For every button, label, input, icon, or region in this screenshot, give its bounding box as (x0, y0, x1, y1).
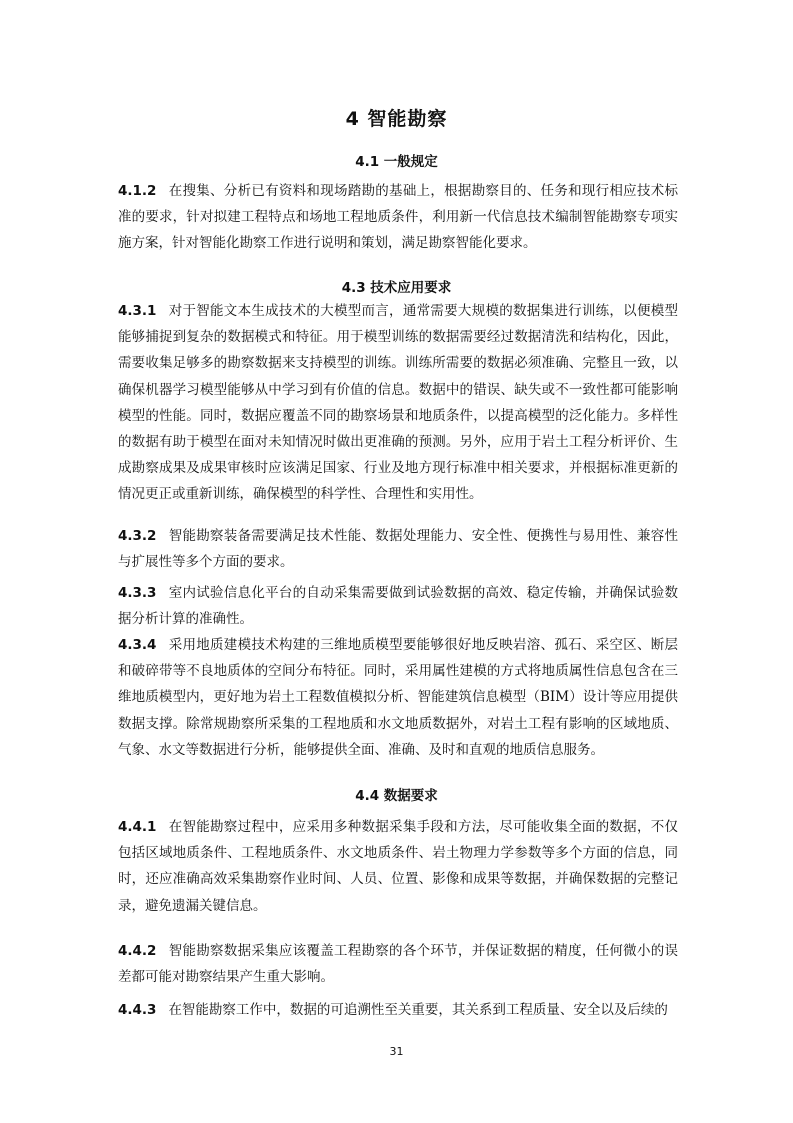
clause-number: 4.4.1 (118, 819, 157, 835)
page-number: 31 (389, 1045, 404, 1058)
paragraph-text: 在搜集、分析已有资料和现场踏勘的基础上，根据勘察目的、任务和现行相应技术标准的要求，针对拟建工程特点和场地工程地质条件，利用新一代信息技术编制智能勘察专项实施方案，针对智能化勘察工作进行说明和策划，满足勘察智能化要求。 (118, 183, 678, 252)
section-title-4-4: 4.4 数据要求 (355, 788, 438, 804)
paragraph-4-1-2 (118, 178, 678, 257)
paragraph-4-3-1 (118, 298, 678, 508)
paragraph-text: 在智能勘察工作中，数据的可追溯性至关重要，其关系到工程质量、安全以及后续的 (168, 1002, 668, 1018)
clause-number: 4.4.2 (118, 943, 157, 959)
clause-number: 4.4.3 (118, 1002, 157, 1018)
paragraph-4-3-3 (118, 580, 678, 632)
paragraph-4-4-1 (118, 814, 678, 919)
paragraph-4-4-3 (118, 997, 678, 1023)
paragraph-4-3-2 (118, 523, 678, 575)
paragraph-text: 在智能勘察过程中，应采用多种数据采集手段和方法，尽可能收集全面的数据，不仅包括区域地质条件、工程地质条件、水文地质条件、岩土物理力学参数等多个方面的信息，同时，还应准确高效采集勘察作业时间、人员、位置、影像和成果等数据，并确保数据的完整记录，避免遗漏关键信息。 (118, 819, 678, 914)
section-title-4-1: 4.1 一般规定 (355, 154, 438, 170)
paragraph-4-4-2 (118, 938, 678, 990)
chapter-title: 4 智能勘察 (345, 108, 448, 130)
clause-number: 4.3.4 (118, 637, 157, 653)
clause-number: 4.3.1 (118, 303, 157, 319)
paragraph-text: 室内试验信息化平台的自动采集需要做到试验数据的高效、稳定传输，并确保试验数据分析计算的准确性。 (118, 585, 678, 628)
paragraph-text: 智能勘察装备需要满足技术性能、数据处理能力、安全性、便携性与易用性、兼容性与扩展性等多个方面的要求。 (118, 528, 678, 571)
paragraph-4-3-4 (118, 632, 678, 763)
clause-number: 4.1.2 (118, 183, 157, 199)
clause-number: 4.3.2 (118, 528, 157, 544)
paragraph-text: 智能勘察数据采集应该覆盖工程勘察的各个环节，并保证数据的精度，任何微小的误差都可能对勘察结果产生重大影响。 (118, 943, 678, 986)
paragraph-text: 对于智能文本生成技术的大模型而言，通常需要大规模的数据集进行训练，以便模型能够捕捉到复杂的数据模式和特征。用于模型训练的数据需要经过数据清洗和结构化，因此，需要收集足够多的勘察数据来支持模型的训练。训练所需要的数据必须准确、完整且一致，以确保机器学习模型能够从中学习到有价值的信息。数据中的错误、缺失或不一致性都可能影响模型的性能。同时，数据应覆盖不同的勘察场景和地质条件，以提高模型的泛化能力。多样性的数据有助于模型在面对未知情况时做出更准确的预测。另外，应用于岩土工程分析评价、生成勘察成果及成果审核时应该满足国家、行业及地方现行标准中相关要求，并根据标准更新的情况更正或重新训练，确保模型的科学性、合理性和实用性。 (118, 303, 678, 503)
clause-number: 4.3.3 (118, 585, 157, 601)
paragraph-text: 采用地质建模技术构建的三维地质模型要能够很好地反映岩溶、孤石、采空区、断层和破碎带等不良地质体的空间分布特征。同时，采用属性建模的方式将地质属性信息包含在三维地质模型内，更好地为岩土工程数值模拟分析、智能建筑信息模型（BIM）设计等应用提供数据支撑。除常规勘察所采集的工程地质和水文地质数据外，对岩土工程有影响的区域地质、气象、水文等数据进行分析，能够提供全面、准确、及时和直观的地质信息服务。 (118, 637, 678, 758)
section-title-4-3: 4.3 技术应用要求 (341, 280, 452, 296)
